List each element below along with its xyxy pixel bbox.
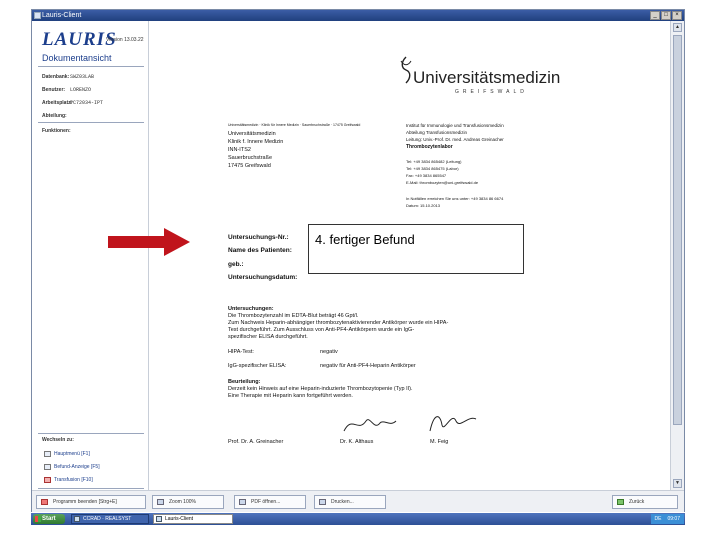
field-untersuchungs-nr: Untersuchungs-Nr.:: [228, 234, 289, 241]
start-button[interactable]: Start: [33, 514, 65, 524]
signature-name-2: Dr. K. Althaus: [340, 439, 374, 445]
vertical-scrollbar[interactable]: [670, 21, 684, 490]
divider: [38, 66, 144, 67]
minimize-icon[interactable]: _: [650, 11, 660, 20]
institute-line-1: Institut für Immunologie und Transfusionsmedizin: [406, 123, 504, 128]
info-row-datenbank: Datenbank:SWZ03LAB: [42, 74, 95, 80]
pdf-open-button[interactable]: PDF öffnen...: [234, 495, 306, 509]
recipient-line-3: INN-ITS2: [228, 147, 251, 153]
annotation-text: 4. fertiger Befund: [315, 232, 415, 247]
university-name: Universitätsmedizin: [413, 68, 561, 87]
contact-line-4: E-Mail: thrombozyten@uni-greifswald.de: [406, 180, 479, 185]
untersuchungen-line-4: spezifischer ELISA durchgeführt.: [228, 334, 308, 340]
funktionen-label: Funktionen:: [42, 128, 71, 134]
institute-line-3: Leitung: Univ.-Prof. Dr. med. Andreas Greinacher: [406, 137, 504, 142]
zoom-icon: [157, 499, 164, 505]
info-row-arbeitsplatz: Arbeitsplatz:PC72034-IPT: [42, 100, 104, 106]
lauris-logo: LAURIS: [42, 29, 117, 50]
nav-befund-anzeige[interactable]: Befund-Anzeige [F5]: [44, 464, 100, 470]
app-icon: [34, 12, 41, 19]
exit-icon: [41, 499, 48, 505]
university-logo-icon: [398, 56, 414, 84]
bottom-toolbar: [32, 490, 684, 512]
taskbar: [31, 513, 685, 525]
divider: [38, 433, 144, 434]
institute-line-2: Abteilung Transfusionsmedizin: [406, 130, 468, 135]
document-icon: [44, 464, 51, 470]
title-bar[interactable]: [32, 10, 684, 21]
untersuchungen-line-3: Test durchgeführt. Zum Ausschluss von Anti-PF4-Antikörpern wurde ein IgG-: [228, 327, 415, 333]
recipient-line-2: Klinik f. Innere Medizin: [228, 139, 284, 145]
window-controls: [650, 11, 682, 20]
recipient-line-4: Sauerbruchstraße: [228, 155, 273, 161]
recipient-line-1: Universitätsmedizin: [228, 131, 276, 137]
abteilung-label: Abteilung:: [42, 113, 67, 119]
pdf-icon: [239, 499, 246, 505]
institute-line-4: Thrombozytenlabor: [406, 144, 453, 150]
divider: [38, 488, 144, 489]
result-label-hipa: HIPA-Test:: [228, 349, 254, 355]
contact-line-3: Fax: +49 3834 865547: [406, 173, 447, 178]
signature-name-3: M. Feig: [430, 439, 449, 445]
wechseln-label: Wechseln zu:: [42, 437, 74, 443]
annotation-box: [308, 224, 524, 274]
app-icon: [156, 516, 162, 522]
scroll-thumb[interactable]: [673, 35, 682, 425]
version-label: Version 13.03.22: [106, 37, 144, 43]
report-date: Datum: 15.10.2013: [406, 203, 441, 208]
printer-icon: [319, 499, 326, 505]
taskbar-item-lauris[interactable]: Lauris-Client: [153, 514, 233, 524]
window-title: Lauris-Client: [42, 12, 82, 19]
untersuchungen-line-1: Die Thrombozytenzahl im EDTA-Blut beträgt 46 Gpt/l.: [228, 313, 359, 319]
maximize-icon[interactable]: □: [661, 11, 671, 20]
print-button[interactable]: Drucken...: [314, 495, 386, 509]
untersuchungen-line-2: Zum Nachweis Heparin-abhängiger thrombozytenaktivierender Antikörper wurde ein HIPA-: [228, 320, 449, 326]
menu-icon: [44, 451, 51, 457]
contact-line-1: Tel: +49 3834 865482 (Leitung): [406, 159, 462, 164]
signature-icon: [340, 411, 400, 437]
field-geb: geb.:: [228, 261, 244, 268]
beurteilung-heading: Beurteilung:: [228, 379, 261, 385]
nav-transfusion[interactable]: Transfusion [F10]: [44, 477, 93, 483]
back-arrow-icon: [617, 499, 624, 505]
zoom-button[interactable]: Zoom 100%: [152, 495, 224, 509]
left-panel: [32, 21, 149, 501]
red-arrow-icon: [108, 228, 190, 256]
language-indicator[interactable]: DE: [654, 516, 662, 522]
app-icon: [74, 516, 80, 522]
university-city: GREIFSWALD: [455, 89, 528, 95]
scroll-up-icon[interactable]: ▲: [673, 23, 682, 32]
windows-flag-icon: [35, 516, 41, 522]
field-untersuchungsdatum: Untersuchungsdatum:: [228, 274, 298, 281]
programm-beenden-button[interactable]: Programm beenden [Strg+E]: [36, 495, 146, 509]
sender-line: Universitätsmedizin · Klinik für Innere Medizin · Sauerbruchstraße · 17475 Greifswald: [228, 123, 361, 127]
back-button[interactable]: Zurück: [612, 495, 678, 509]
contact-line-2: Tel: +49 3834 865475 (Labor): [406, 166, 459, 171]
signature-name-1: Prof. Dr. A. Greinacher: [228, 439, 284, 445]
field-patient-name: Name des Patienten:: [228, 247, 292, 254]
close-icon[interactable]: ×: [672, 11, 682, 20]
recipient-line-5: 17475 Greifswald: [228, 163, 271, 169]
result-value-hipa: negativ: [320, 349, 338, 355]
section-title: Dokumentansicht: [42, 53, 112, 63]
blood-bag-icon: [44, 477, 51, 483]
scroll-down-icon[interactable]: ▼: [673, 479, 682, 488]
result-value-elisa: negativ für Anti-PF4-Heparin Antikörper: [320, 363, 416, 369]
divider: [38, 122, 144, 123]
info-row-benutzer: Benutzer: LORENZO: [42, 87, 92, 93]
taskbar-item-realsyst[interactable]: CCRAD · REALSYST: [71, 514, 149, 524]
beurteilung-line-1: Derzeit kein Hinweis auf eine Heparin-induzierte Thrombozytopenie (Typ II).: [228, 386, 413, 392]
system-tray: [651, 514, 684, 524]
notfall-line: In Notfällen erreichen Sie uns unter: +49 3834 86 6674: [406, 196, 504, 201]
result-label-elisa: IgG-spezifischer ELISA:: [228, 363, 287, 369]
signature-icon: [424, 407, 484, 437]
nav-hauptmenue[interactable]: Hauptmenü [F1]: [44, 451, 90, 457]
untersuchungen-heading: Untersuchungen:: [228, 306, 274, 312]
beurteilung-line-2: Eine Therapie mit Heparin kann fortgeführt werden.: [228, 393, 353, 399]
clock: 09:07: [667, 516, 680, 522]
